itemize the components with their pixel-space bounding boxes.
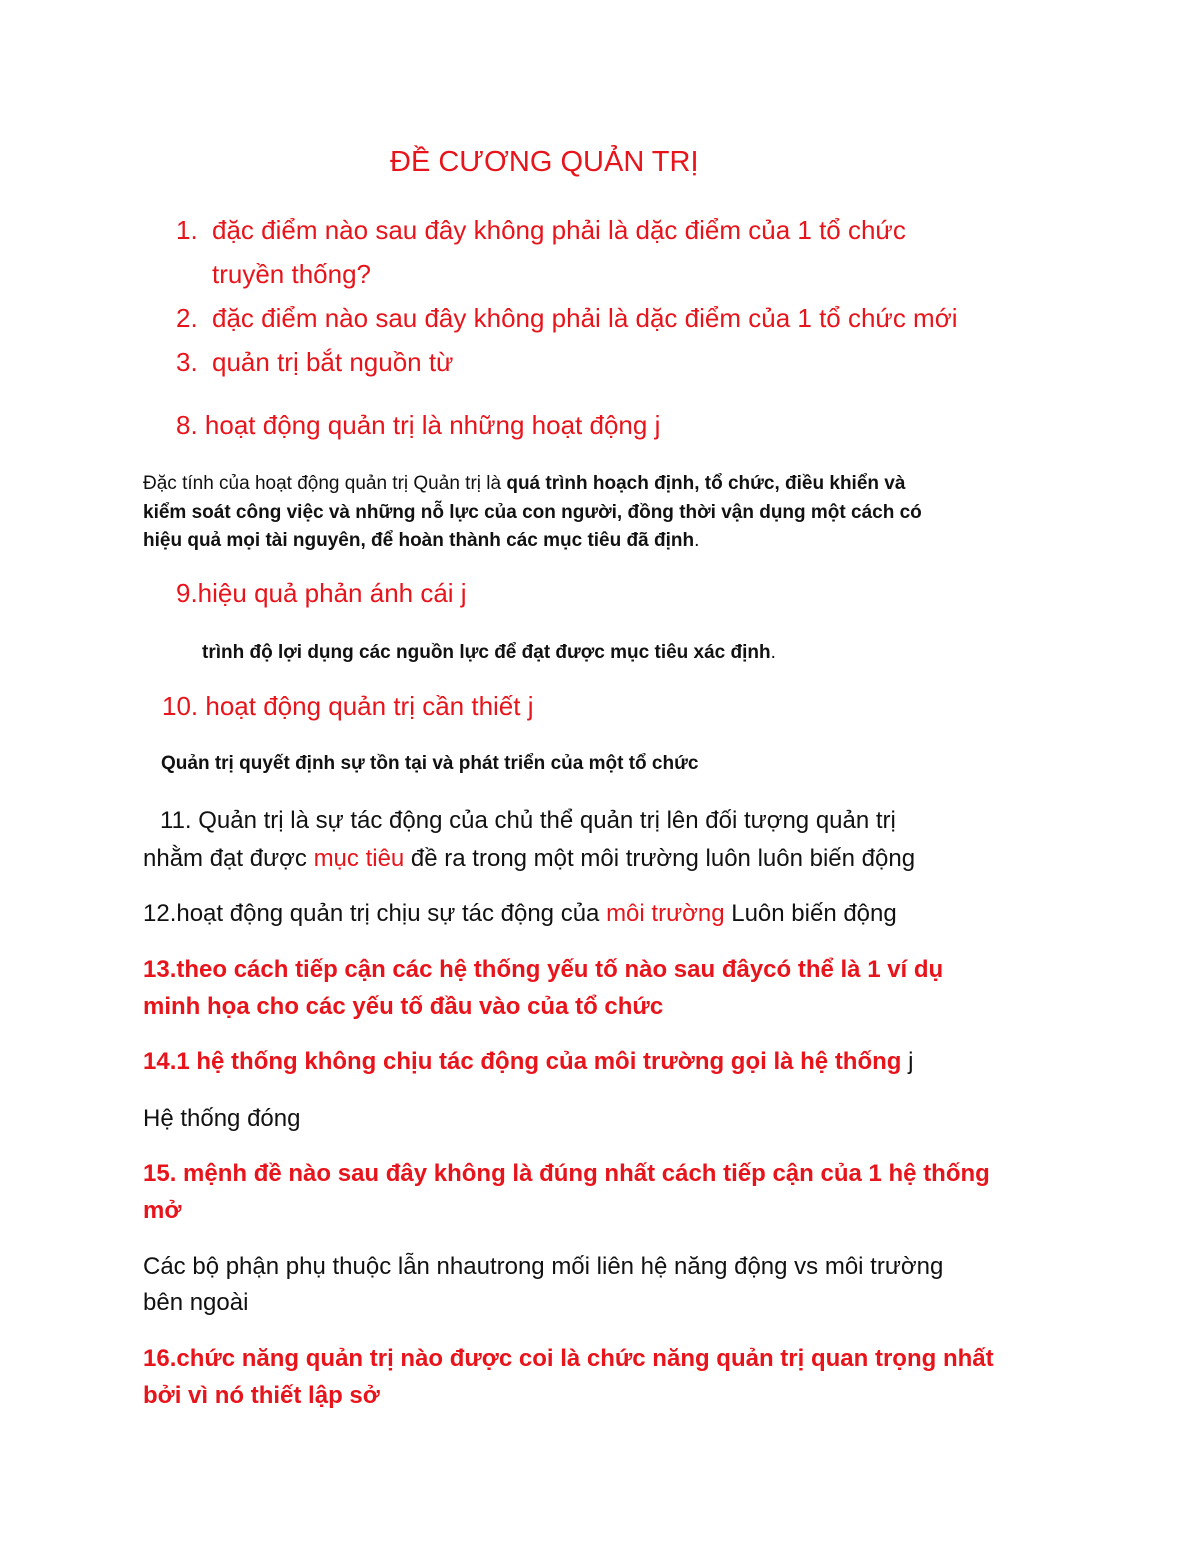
- answer-8-bold: kiểm soát công việc và những nỗ lực của con người, đồng thời vận dụng một cách có: [143, 502, 922, 523]
- question-14-text: 14.1 hệ thống không chịu tác động của môi trường gọi là hệ thống: [143, 1048, 902, 1075]
- answer-14: Hệ thống đóng: [143, 1105, 301, 1132]
- list-item-1-continuation: truyền thống?: [212, 259, 372, 289]
- item-11-line-2: [143, 845, 915, 873]
- item-12-text: 12.hoạt động quản trị chịu sự tác động của: [143, 900, 607, 927]
- question-13-line-2: minh họa cho các yếu tố đầu vào của tổ chức: [143, 993, 664, 1020]
- answer-8-lead: Đặc tính của hoạt động quản trị Quản trị là: [143, 473, 507, 494]
- answer-9: [202, 642, 776, 664]
- list-text: quản trị bắt nguồn từ: [212, 347, 454, 377]
- question-16-line-2: bởi vì nó thiết lập sở: [143, 1382, 380, 1409]
- item-12-text: Luôn biến động: [724, 900, 897, 927]
- answer-8-line-1: [143, 473, 905, 495]
- question-14: [143, 1048, 913, 1076]
- answer-15-line-2: bên ngoài: [143, 1289, 249, 1316]
- item-11-text: nhằm đạt được: [143, 845, 314, 872]
- list-item-1: [176, 215, 906, 246]
- list-number: 2.: [176, 303, 198, 333]
- question-15-line-1: 15. mệnh đề nào sau đây không là đúng nhất cách tiếp cận của 1 hệ thống: [143, 1160, 990, 1187]
- item-11-text: đề ra trong một môi trường luôn luôn biến động: [404, 845, 916, 872]
- answer-10-bold: Quản trị quyết định sự tồn tại và phát triển của một tổ chức: [161, 753, 699, 774]
- answer-15-line-1: Các bộ phận phụ thuộc lẫn nhautrong mối liên hệ năng động vs môi trường: [143, 1253, 944, 1280]
- question-9: 9.hiệu quả phản ánh cái j: [176, 578, 467, 608]
- item-11-line-1: 11. Quản trị là sự tác động của chủ thể quản trị lên đối tượng quản trị: [160, 807, 896, 834]
- list-item-3: [176, 347, 453, 378]
- answer-8-line-2: [143, 502, 922, 524]
- question-13-line-1: 13.theo cách tiếp cận các hệ thống yếu tố nào sau đâycó thể là 1 ví dụ: [143, 956, 944, 983]
- answer-10: [161, 753, 698, 775]
- question-10: 10. hoạt động quản trị cần thiết j: [162, 691, 534, 721]
- question-8: 8. hoạt động quản trị là những hoạt động j: [176, 410, 661, 440]
- item-12: [143, 900, 897, 928]
- question-15-line-2: mở: [143, 1197, 182, 1224]
- list-text: đặc điểm nào sau đây không phải là dặc điểm của 1 tổ chức: [212, 215, 906, 245]
- answer-8-tail: .: [694, 530, 700, 551]
- answer-8-bold: quá trình hoạch định, tổ chức, điều khiển và: [506, 473, 906, 494]
- item-11-highlight: mục tiêu: [313, 845, 405, 872]
- list-number: 1.: [176, 215, 198, 245]
- list-number: 3.: [176, 347, 198, 377]
- item-12-highlight: môi trường: [606, 900, 725, 927]
- question-14-tail: j: [901, 1048, 914, 1075]
- list-item-2: [176, 303, 958, 334]
- answer-8-bold: hiệu quả mọi tài nguyên, để hoàn thành các mục tiêu đã định: [143, 530, 695, 551]
- list-text: đặc điểm nào sau đây không phải là dặc điểm của 1 tổ chức mới: [212, 303, 958, 333]
- document-title: ĐỀ CƯƠNG QUẢN TRỊ: [390, 146, 699, 178]
- question-16-line-1: 16.chức năng quản trị nào được coi là chức năng quản trị quan trọng nhất: [143, 1345, 994, 1372]
- answer-8-line-3: [143, 530, 699, 552]
- answer-9-tail: .: [770, 642, 776, 663]
- answer-9-bold: trình độ lợi dụng các nguồn lực để đạt được mục tiêu xác định: [202, 642, 771, 663]
